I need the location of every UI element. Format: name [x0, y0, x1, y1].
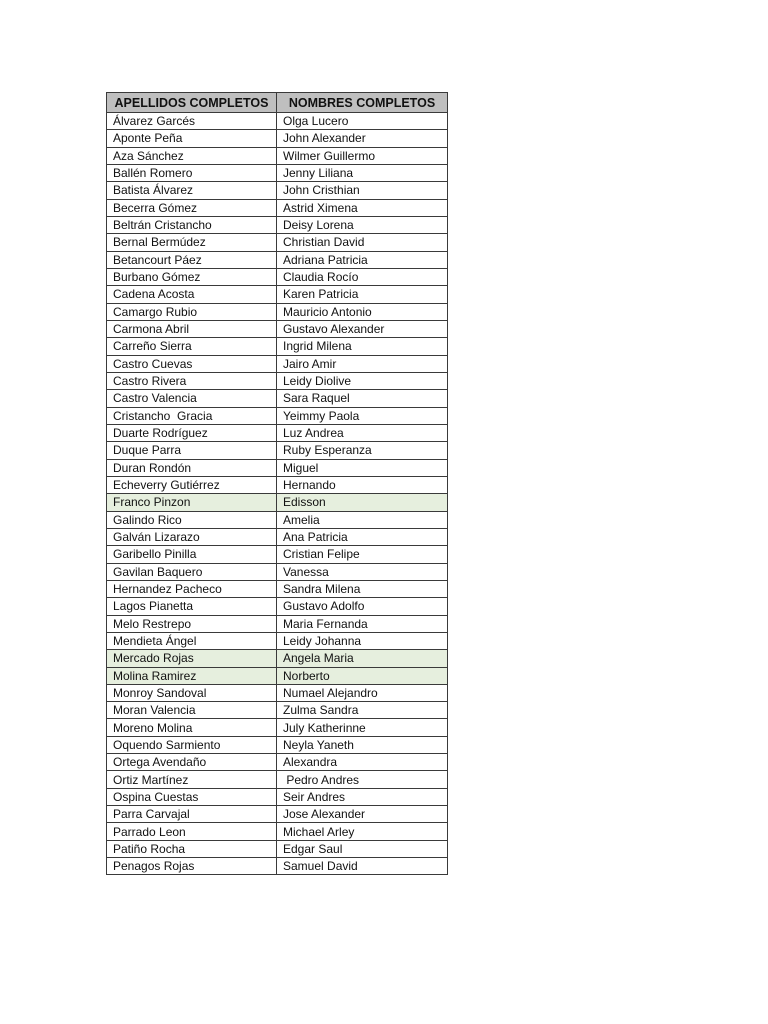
table-row	[107, 632, 448, 649]
cell-names: Edisson	[277, 494, 448, 511]
cell-names: Mauricio Antonio	[277, 303, 448, 320]
cell-surnames: Ortega Avendaño	[107, 754, 277, 771]
cell-names: Miguel	[277, 459, 448, 476]
table-row	[107, 702, 448, 719]
table-row	[107, 355, 448, 372]
table-row	[107, 407, 448, 424]
cell-names: Claudia Rocío	[277, 268, 448, 285]
cell-surnames: Castro Valencia	[107, 390, 277, 407]
cell-surnames: Echeverry Gutiérrez	[107, 476, 277, 493]
cell-surnames: Duran Rondón	[107, 459, 277, 476]
cell-names: Olga Lucero	[277, 113, 448, 130]
cell-surnames: Oquendo Sarmiento	[107, 736, 277, 753]
header-row	[107, 93, 448, 113]
cell-surnames: Penagos Rojas	[107, 858, 277, 875]
table-row	[107, 164, 448, 181]
cell-names: Jose Alexander	[277, 806, 448, 823]
cell-names: Seir Andres	[277, 788, 448, 805]
cell-names: Jenny Liliana	[277, 164, 448, 181]
cell-names: Zulma Sandra	[277, 702, 448, 719]
table-row	[107, 286, 448, 303]
header-names: NOMBRES COMPLETOS	[277, 93, 448, 113]
table-row	[107, 858, 448, 875]
cell-surnames: Becerra Gómez	[107, 199, 277, 216]
cell-surnames: Ospina Cuestas	[107, 788, 277, 805]
cell-surnames: Monroy Sandoval	[107, 684, 277, 701]
table-body	[107, 113, 448, 875]
cell-surnames: Garibello Pinilla	[107, 546, 277, 563]
table-row	[107, 182, 448, 199]
cell-surnames: Melo Restrepo	[107, 615, 277, 632]
cell-names: July Katherinne	[277, 719, 448, 736]
table-row	[107, 338, 448, 355]
table-row	[107, 199, 448, 216]
table-row	[107, 598, 448, 615]
cell-surnames: Cadena Acosta	[107, 286, 277, 303]
cell-surnames: Mercado Rojas	[107, 650, 277, 667]
table-row	[107, 494, 448, 511]
cell-surnames: Parrado Leon	[107, 823, 277, 840]
cell-names: Gustavo Alexander	[277, 320, 448, 337]
table-header	[107, 93, 448, 113]
cell-names: Wilmer Guillermo	[277, 147, 448, 164]
cell-names: Ruby Esperanza	[277, 442, 448, 459]
cell-surnames: Parra Carvajal	[107, 806, 277, 823]
cell-surnames: Cristancho Gracia	[107, 407, 277, 424]
table-row	[107, 442, 448, 459]
cell-names: Amelia	[277, 511, 448, 528]
table-row	[107, 147, 448, 164]
table-row	[107, 719, 448, 736]
cell-names: Angela Maria	[277, 650, 448, 667]
table-row	[107, 459, 448, 476]
table-row	[107, 372, 448, 389]
cell-names: Astrid Ximena	[277, 199, 448, 216]
cell-names: Christian David	[277, 234, 448, 251]
cell-names: Luz Andrea	[277, 424, 448, 441]
table-row	[107, 580, 448, 597]
table-row	[107, 667, 448, 684]
cell-names: Vanessa	[277, 563, 448, 580]
cell-surnames: Aponte Peña	[107, 130, 277, 147]
table-row	[107, 320, 448, 337]
table-row	[107, 650, 448, 667]
cell-surnames: Camargo Rubio	[107, 303, 277, 320]
cell-surnames: Mendieta Ángel	[107, 632, 277, 649]
cell-names: Yeimmy Paola	[277, 407, 448, 424]
cell-surnames: Hernandez Pacheco	[107, 580, 277, 597]
cell-names: Deisy Lorena	[277, 216, 448, 233]
cell-surnames: Bernal Bermúdez	[107, 234, 277, 251]
table-row	[107, 788, 448, 805]
table-row	[107, 806, 448, 823]
cell-surnames: Aza Sánchez	[107, 147, 277, 164]
cell-names: Karen Patricia	[277, 286, 448, 303]
cell-surnames: Batista Álvarez	[107, 182, 277, 199]
cell-surnames: Carreño Sierra	[107, 338, 277, 355]
table-row	[107, 771, 448, 788]
cell-names: Samuel David	[277, 858, 448, 875]
table-row	[107, 113, 448, 130]
cell-surnames: Moreno Molina	[107, 719, 277, 736]
cell-names: Ingrid Milena	[277, 338, 448, 355]
cell-surnames: Carmona Abril	[107, 320, 277, 337]
cell-names: Norberto	[277, 667, 448, 684]
cell-names: John Cristhian	[277, 182, 448, 199]
cell-names: Michael Arley	[277, 823, 448, 840]
cell-surnames: Álvarez Garcés	[107, 113, 277, 130]
table-row	[107, 615, 448, 632]
table-row	[107, 476, 448, 493]
cell-surnames: Molina Ramirez	[107, 667, 277, 684]
cell-surnames: Burbano Gómez	[107, 268, 277, 285]
cell-names: Edgar Saul	[277, 840, 448, 857]
table-row	[107, 511, 448, 528]
cell-names: Numael Alejandro	[277, 684, 448, 701]
cell-surnames: Galindo Rico	[107, 511, 277, 528]
cell-names: Cristian Felipe	[277, 546, 448, 563]
cell-surnames: Castro Rivera	[107, 372, 277, 389]
table-row	[107, 251, 448, 268]
table-row	[107, 390, 448, 407]
cell-names: Gustavo Adolfo	[277, 598, 448, 615]
table-row	[107, 234, 448, 251]
table-row	[107, 528, 448, 545]
cell-surnames: Beltrán Cristancho	[107, 216, 277, 233]
cell-surnames: Castro Cuevas	[107, 355, 277, 372]
table-row	[107, 736, 448, 753]
cell-names: Sara Raquel	[277, 390, 448, 407]
table-row	[107, 684, 448, 701]
cell-names: Leidy Diolive	[277, 372, 448, 389]
cell-surnames: Moran Valencia	[107, 702, 277, 719]
cell-surnames: Duque Parra	[107, 442, 277, 459]
table-row	[107, 840, 448, 857]
table-row	[107, 130, 448, 147]
cell-surnames: Gavilan Baquero	[107, 563, 277, 580]
cell-names: Sandra Milena	[277, 580, 448, 597]
cell-surnames: Ortiz Martínez	[107, 771, 277, 788]
cell-names: Adriana Patricia	[277, 251, 448, 268]
cell-names: Pedro Andres	[277, 771, 448, 788]
cell-names: Maria Fernanda	[277, 615, 448, 632]
cell-surnames: Patiño Rocha	[107, 840, 277, 857]
cell-surnames: Lagos Pianetta	[107, 598, 277, 615]
cell-names: Hernando	[277, 476, 448, 493]
cell-names: Leidy Johanna	[277, 632, 448, 649]
cell-surnames: Franco Pinzon	[107, 494, 277, 511]
cell-surnames: Duarte Rodríguez	[107, 424, 277, 441]
table-row	[107, 268, 448, 285]
table-row	[107, 303, 448, 320]
cell-names: Neyla Yaneth	[277, 736, 448, 753]
table-row	[107, 563, 448, 580]
header-surnames: APELLIDOS COMPLETOS	[107, 93, 277, 113]
cell-names: John Alexander	[277, 130, 448, 147]
cell-surnames: Ballén Romero	[107, 164, 277, 181]
cell-names: Jairo Amir	[277, 355, 448, 372]
table-row	[107, 424, 448, 441]
table-row	[107, 823, 448, 840]
table-row	[107, 216, 448, 233]
cell-names: Alexandra	[277, 754, 448, 771]
table-row	[107, 754, 448, 771]
cell-surnames: Betancourt Páez	[107, 251, 277, 268]
cell-names: Ana Patricia	[277, 528, 448, 545]
table-row	[107, 546, 448, 563]
cell-surnames: Galván Lizarazo	[107, 528, 277, 545]
names-table	[106, 92, 448, 875]
